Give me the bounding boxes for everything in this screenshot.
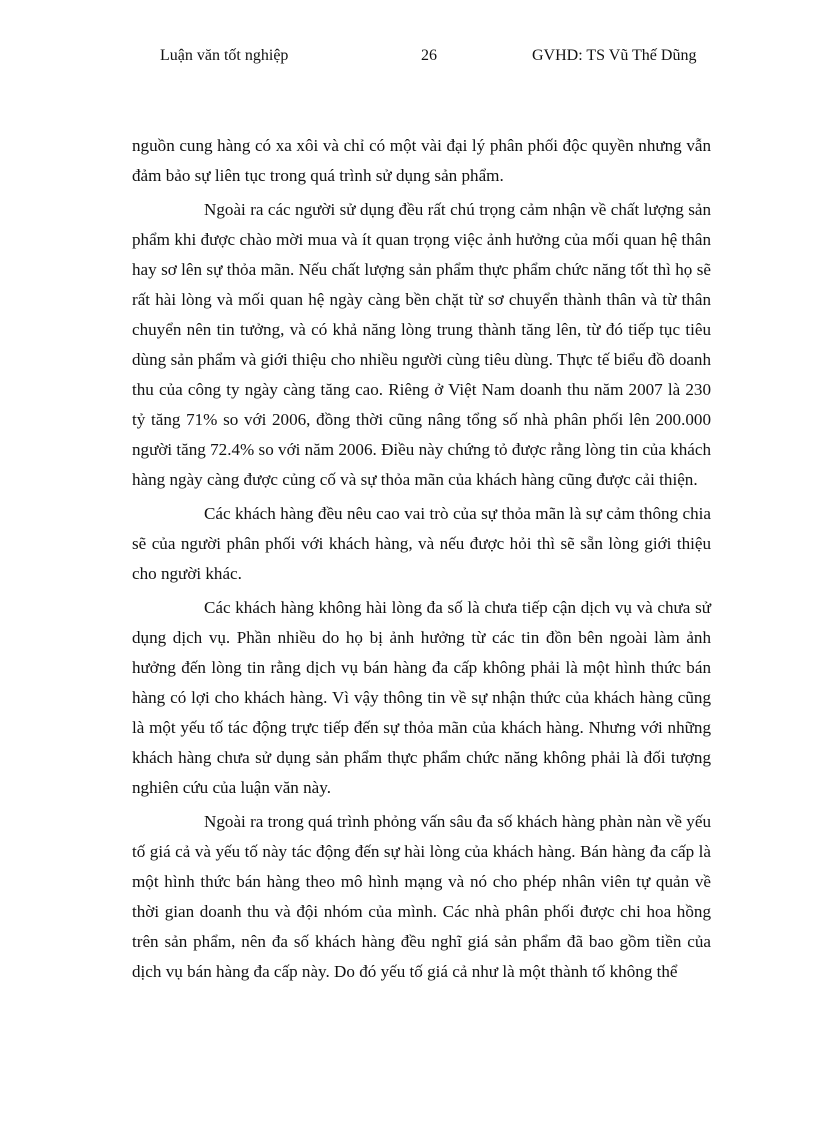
page-header <box>0 47 816 71</box>
document-body <box>132 131 711 991</box>
page-number: 26 <box>421 47 437 64</box>
header-advisor: GVHD: TS Vũ Thế Dũng <box>532 47 697 64</box>
paragraph-dissatisfied-customers: Các khách hàng không hài lòng đa số là chưa tiếp cận dịch vụ và chưa sử dụng dịch vụ. Phần nhiều do họ bị ảnh hưởng từ các tin đồn bên ngoài làm ảnh hưởng đến lòng tin rằng dịch vụ bán hàng đa cấp không phải là một hình thức bán hàng có lợi cho khách hàng. Vì vậy thông tin về sự nhận thức của khách hàng cũng là một yếu tố tác động trực tiếp đến sự thỏa mãn của khách hàng. Nhưng với những khách hàng chưa sử dụng sản phẩm thực phẩm chức năng không phải là đối tượng nghiên cứu của luận văn này. <box>132 598 711 797</box>
paragraph-quality-perception: Ngoài ra các người sử dụng đều rất chú trọng cảm nhận về chất lượng sản phẩm khi được chào mời mua và ít quan trọng việc ảnh hưởng của mối quan hệ thân hay sơ lên sự thỏa mãn. Nếu chất lượng sản phẩm thực phẩm chức năng tốt thì họ sẽ rất hài lòng và mối quan hệ ngày càng bền chặt từ sơ chuyển thành thân và từ thân chuyển nên tin tưởng, và có khả năng lòng trung thành tăng lên, từ đó tiếp tục tiêu dùng sản phẩm và giới thiệu cho nhiều người cùng tiêu dùng. Thực tế biểu đồ doanh thu của công ty ngày càng tăng cao. Riêng ở Việt Nam doanh thu năm 2007 là 230 tỷ tăng 71% so với 2006, đồng thời cũng nâng tổng số nhà phân phối lên 200.000 người tăng 72.4% so với năm 2006. Điều này chứng tỏ được rằng lòng tin của khách hàng ngày càng được củng cố và sự thỏa mãn của khách hàng cũng được cải thiện. <box>132 200 712 489</box>
header-title: Luận văn tốt nghiệp <box>160 47 289 64</box>
paragraph-price-factor: Ngoài ra trong quá trình phỏng vấn sâu đa số khách hàng phàn nàn về yếu tố giá cả và yếu tố này tác động đến sự hài lòng của khách hàng. Bán hàng đa cấp là một hình thức bán hàng theo mô hình mạng và nó cho phép nhân viên tự quản về thời gian doanh thu và đội nhóm của mình. Các nhà phân phối được chi hoa hồng trên sản phẩm, nên đa số khách hàng đều nghĩ giá sản phẩm đã bao gồm tiền của dịch vụ bán hàng đa cấp này. Do đó yếu tố giá cả như là một thành tố không thể <box>132 812 711 981</box>
paragraph-continued: nguồn cung hàng có xa xôi và chỉ có một vài đại lý phân phối độc quyền nhưng vẫn đảm bảo sự liên tục trong quá trình sử dụng sản phẩm. <box>132 136 711 185</box>
paragraph-satisfaction-role: Các khách hàng đều nêu cao vai trò của sự thỏa mãn là sự cảm thông chia sẽ của người phân phối với khách hàng, và nếu được hỏi thì sẽ sẵn lòng giới thiệu cho người khác. <box>132 504 711 583</box>
